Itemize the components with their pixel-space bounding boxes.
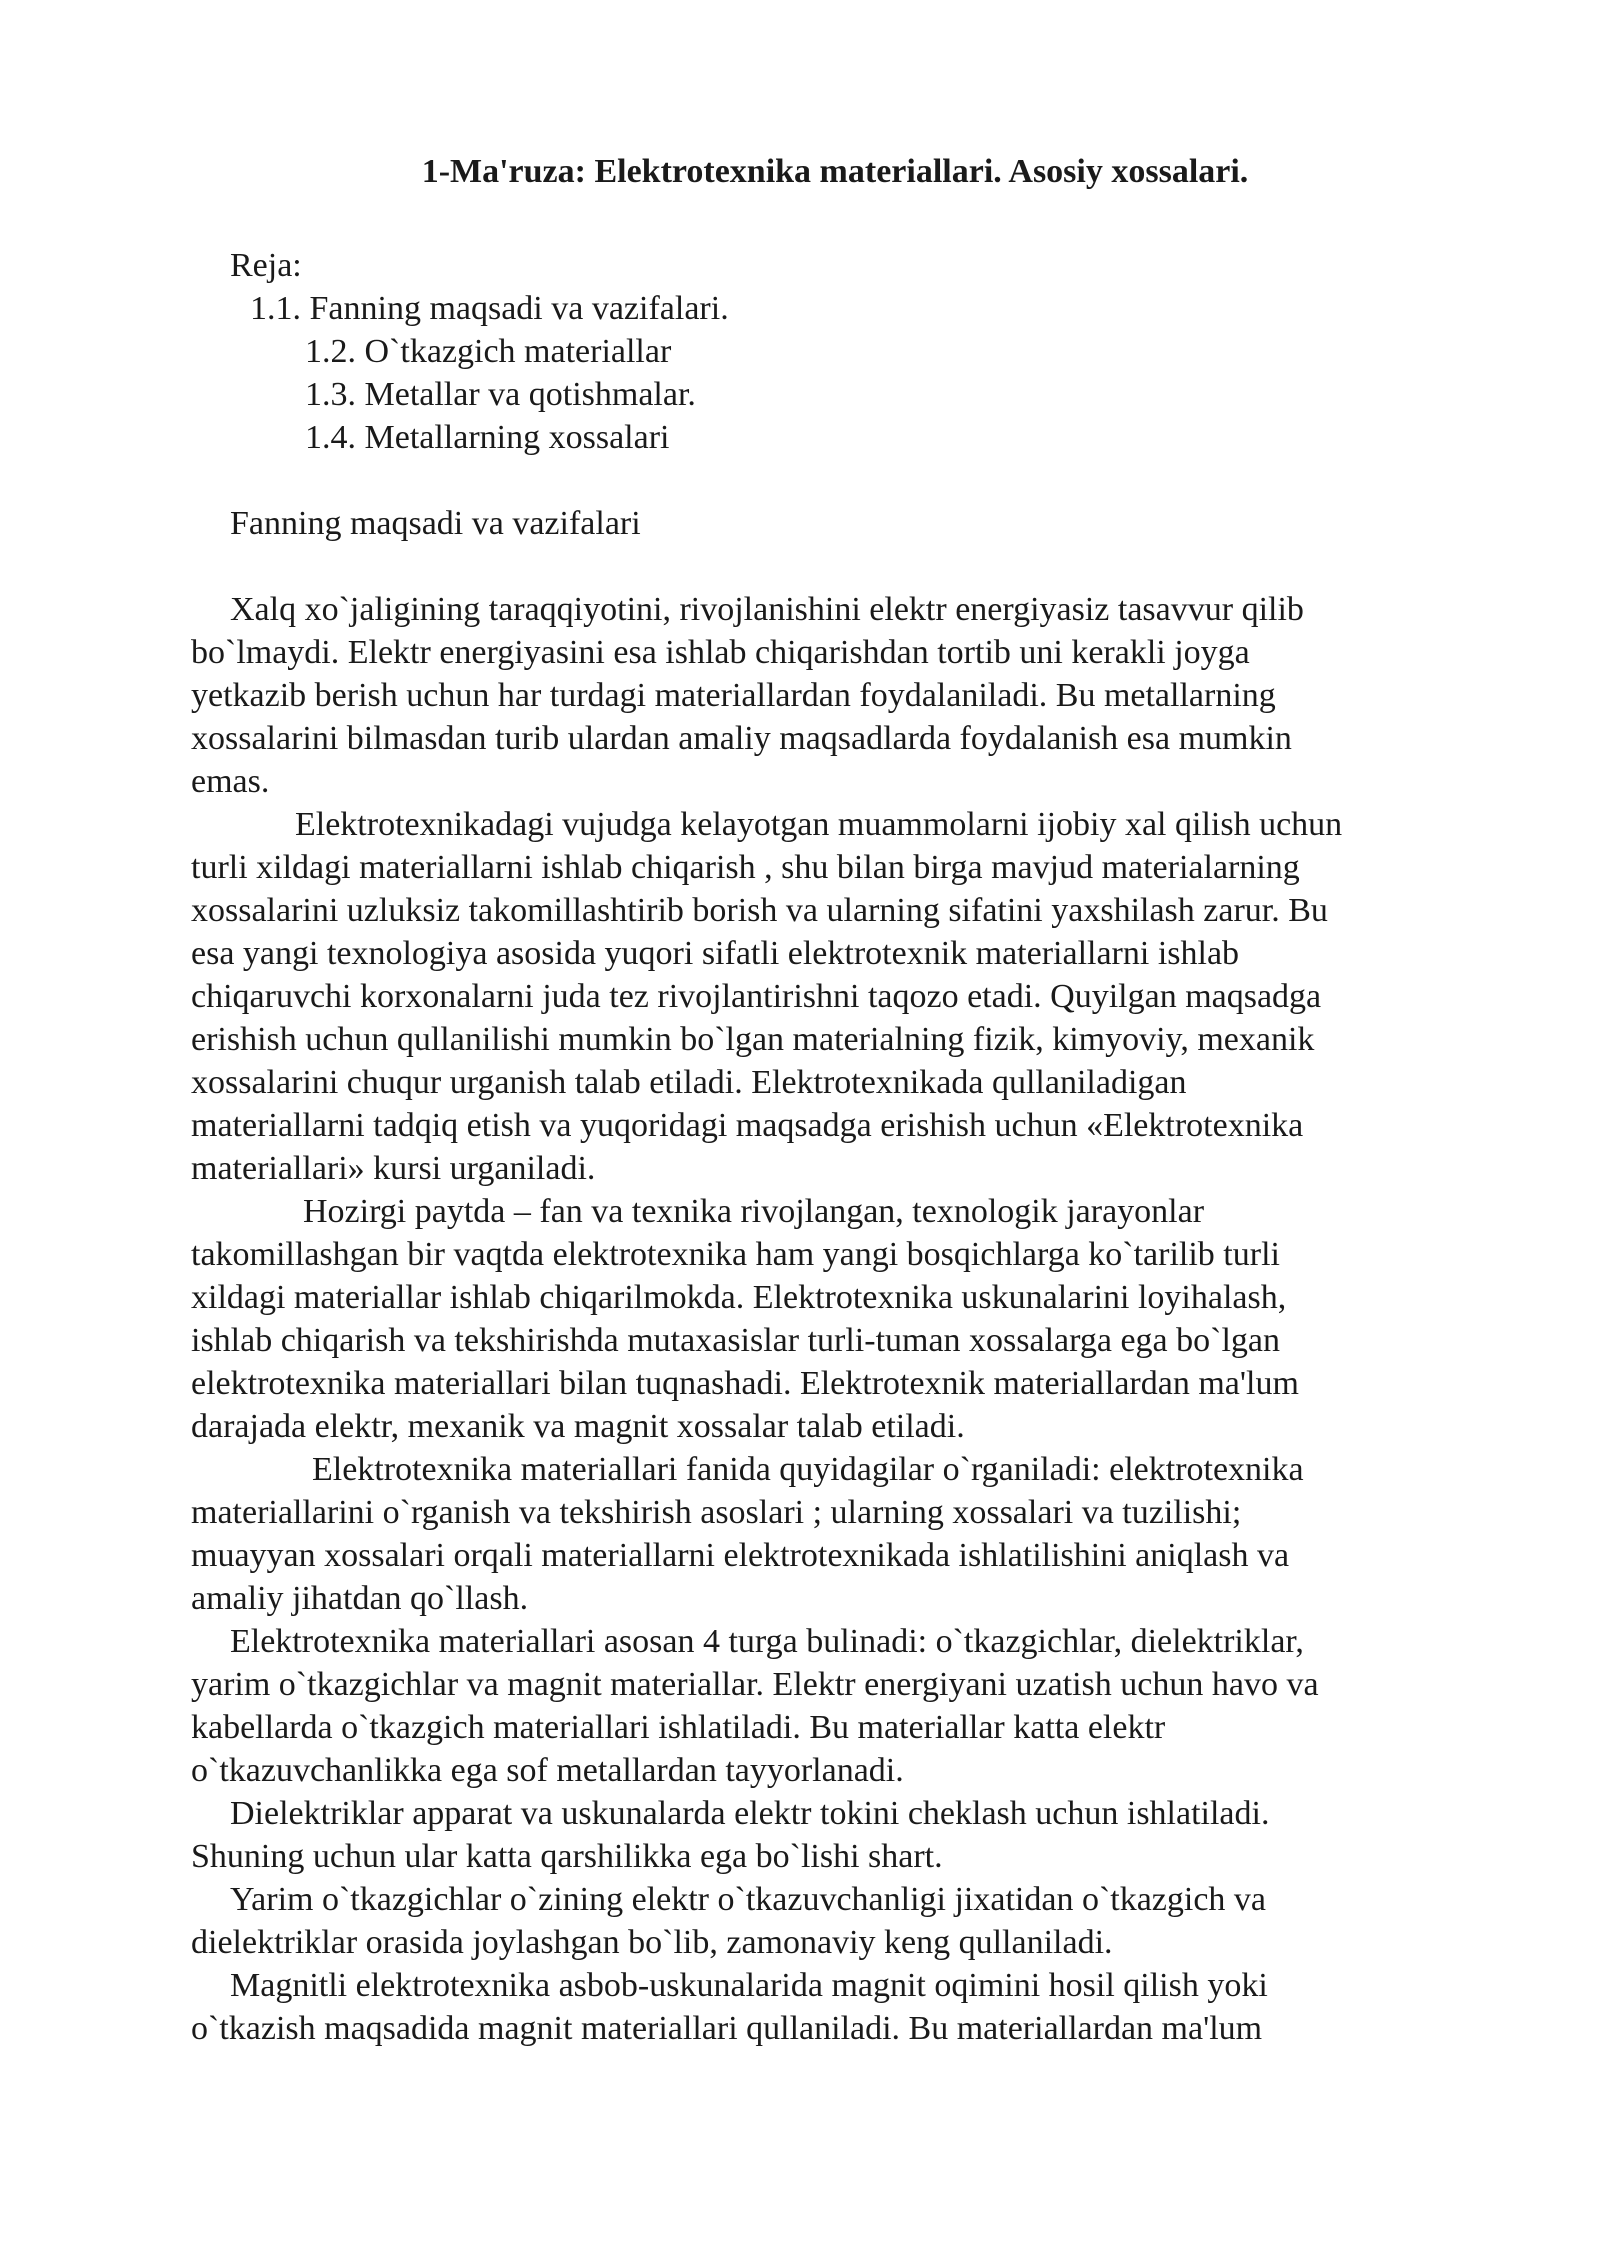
lecture-title: 1-Ma'ruza: Elektrotexnika materiallari. Asosiy xossalari. [421,153,1249,190]
body-line: muayyan xossalari orqali materiallarni elektrotexnikada ishlatilishini aniqlash va [191,1537,1290,1574]
body-line: xossalarini uzluksiz takomillashtirib borish va ularning sifatini yaxshilash zarur. Bu [191,892,1328,929]
body-line: chiqaruvchi korxonalarni juda tez rivojlantirishni taqozo etadi. Quyilgan maqsadga [191,978,1322,1015]
body-line: Elektrotexnikadagi vujudga kelayotgan muammolarni ijobiy xal qilish uchun [295,806,1343,843]
body-line: Dielektriklar apparat va uskunalarda elektr tokini cheklash uchun ishlatiladi. [230,1795,1270,1832]
section-heading: Fanning maqsadi va vazifalari [230,505,641,542]
body-line: darajada elektr, mexanik va magnit xossalar talab etiladi. [191,1408,965,1445]
body-line: dielektriklar orasida joylashgan bo`lib, zamonaviy keng qullaniladi. [191,1924,1113,1961]
body-line: o`tkazuvchanlikka ega sof metallardan tayyorlanadi. [191,1752,904,1789]
body-line: ishlab chiqarish va tekshirishda mutaxasislar turli-tuman xossalarga ega bo`lgan [191,1322,1280,1359]
body-line: bo`lmaydi. Elektr energiyasini esa ishlab chiqarishdan tortib uni kerakli joyga [191,634,1250,671]
body-line: takomillashgan bir vaqtda elektrotexnika ham yangi bosqichlarga ko`tarilib turli [191,1236,1280,1273]
body-line: Elektrotexnika materiallari fanida quyidagilar o`rganiladi: elektrotexnika [312,1451,1304,1488]
body-line: esa yangi texnologiya asosida yuqori sifatli elektrotexnik materiallarni ishlab [191,935,1240,972]
plan-item: 1.4. Metallarning xossalari [305,419,670,456]
plan-item: 1.3. Metallar va qotishmalar. [305,376,696,413]
plan-item: 1.1. Fanning maqsadi va vazifalari. [250,290,729,327]
body-line: elektrotexnika materiallari bilan tuqnashadi. Elektrotexnik materiallardan ma'lum [191,1365,1299,1402]
body-line: xildagi materiallar ishlab chiqarilmokda. Elektrotexnika uskunalarini loyihalash, [191,1279,1287,1316]
body-line: Yarim o`tkazgichlar o`zining elektr o`tkazuvchanligi jixatidan o`tkazgich va [230,1881,1267,1918]
body-line: yetkazib berish uchun har turdagi materiallardan foydalaniladi. Bu metallarning [191,677,1276,714]
body-line: materiallari» kursi urganiladi. [191,1150,596,1187]
body-line: kabellarda o`tkazgich materiallari ishlatiladi. Bu materiallar katta elektr [191,1709,1166,1746]
body-line: turli xildagi materiallarni ishlab chiqarish , shu bilan birga mavjud materialarning [191,849,1300,886]
body-line: xossalarini bilmasdan turib ulardan amaliy maqsadlarda foydalanish esa mumkin [191,720,1292,757]
body-line: yarim o`tkazgichlar va magnit materiallar. Elektr energiyani uzatish uchun havo va [191,1666,1319,1703]
body-line: materiallarini o`rganish va tekshirish asoslari ; ularning xossalari va tuzilishi; [191,1494,1242,1531]
body-line: o`tkazish maqsadida magnit materiallari qullaniladi. Bu materiallardan ma'lum [191,2010,1263,2047]
body-line: Shuning uchun ular katta qarshilikka ega bo`lishi shart. [191,1838,943,1875]
body-line: amaliy jihatdan qo`llash. [191,1580,529,1617]
plan-label: Reja: [230,247,302,284]
body-line: Magnitli elektrotexnika asbob-uskunalarida magnit oqimini hosil qilish yoki [230,1967,1268,2004]
body-line: erishish uchun qullanilishi mumkin bo`lgan materialning fizik, kimyoviy, mexanik [191,1021,1315,1058]
body-line: Elektrotexnika materiallari asosan 4 turga bulinadi: o`tkazgichlar, dielektriklar, [230,1623,1304,1660]
plan-item: 1.2. O`tkazgich materiallar [305,333,672,370]
body-line: Hozirgi paytda – fan va texnika rivojlangan, texnologik jarayonlar [303,1193,1205,1230]
body-line: emas. [191,763,270,800]
body-line: Xalq xo`jaligining taraqqiyotini, rivojlanishini elektr energiyasiz tasavvur qilib [230,591,1304,628]
body-line: materiallarni tadqiq etish va yuqoridagi maqsadga erishish uchun «Elektrotexnika [191,1107,1304,1144]
body-line: xossalarini chuqur urganish talab etiladi. Elektrotexnikada qullaniladigan [191,1064,1187,1101]
